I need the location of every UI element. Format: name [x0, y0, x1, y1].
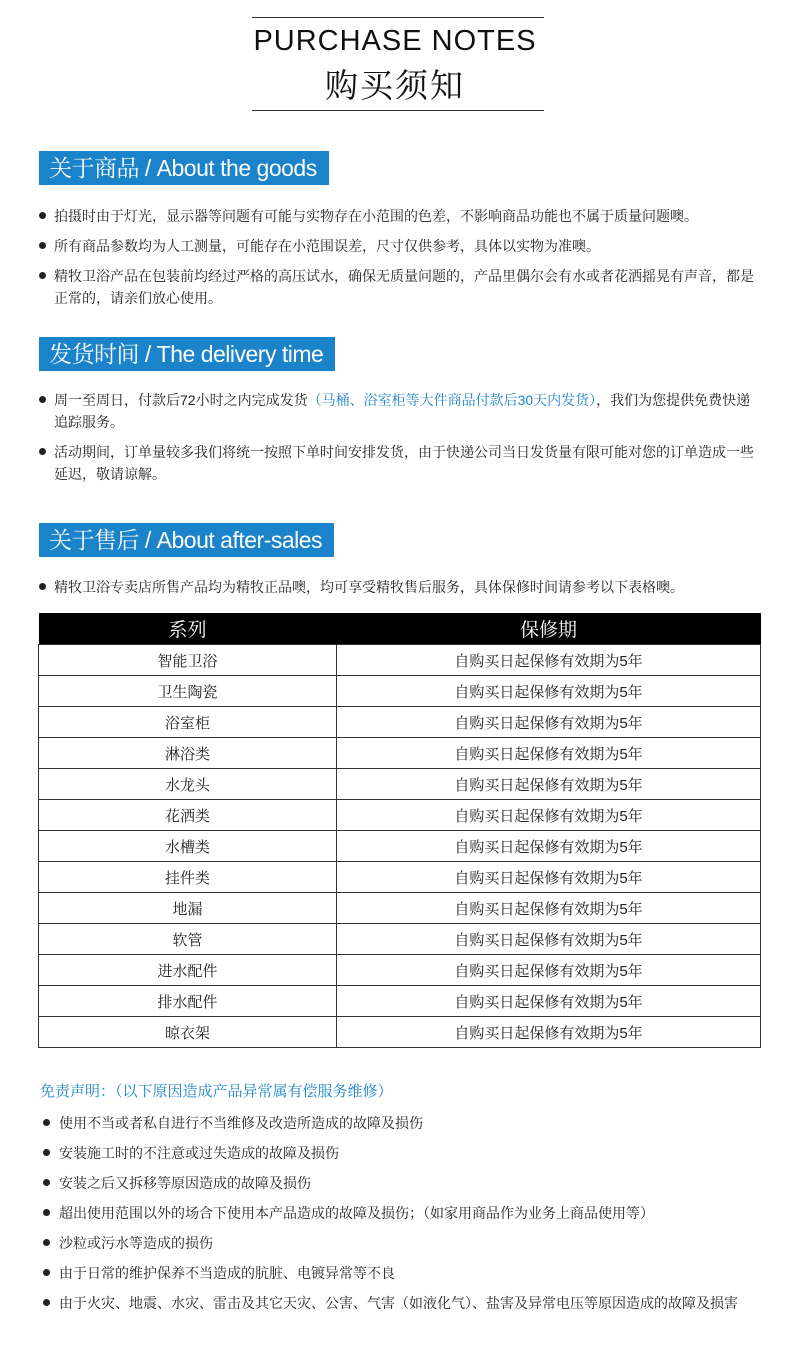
- cell-series: 花洒类: [39, 800, 337, 831]
- bullet-icon: [43, 1239, 50, 1246]
- list-item: 精牧卫浴产品在包装前均经过严格的高压试水，确保无质量问题的，产品里偶尔会有水或者花洒摇晃有声音，都是正常的，请亲们放心使用。: [38, 265, 760, 309]
- list-item: 超出使用范围以外的场合下使用本产品造成的故障及损伤；（如家用商品作为业务上商品使用等）: [42, 1202, 762, 1224]
- page-title-cn: 购买须知: [325, 67, 465, 104]
- goods-list: [38, 205, 760, 317]
- cell-warranty: 自购买日起保修有效期为5年: [337, 924, 761, 955]
- bullet-icon: [39, 448, 46, 455]
- list-item: 周一至周日，付款后72小时之内完成发货（马桶、浴室柜等大件商品付款后30天内发货），我们为您提供免费快递追踪服务。: [38, 389, 760, 433]
- list-item: 活动期间，订单量较多我们将统一按照下单时间安排发货，由于快递公司当日发货量有限可能对您的订单造成一些延迟，敬请谅解。: [38, 441, 760, 485]
- bullet-icon: [43, 1149, 50, 1156]
- cell-warranty: 自购买日起保修有效期为5年: [337, 955, 761, 986]
- bullet-icon: [43, 1119, 50, 1126]
- section-label-delivery: 发货时间 / The delivery time: [39, 337, 335, 371]
- list-item: 拍摄时由于灯光，显示器等问题有可能与实物存在小范围的色差，不影响商品功能也不属于质量问题噢。: [38, 205, 760, 227]
- table-row: [39, 769, 761, 800]
- cell-series: 浴室柜: [39, 707, 337, 738]
- cell-warranty: 自购买日起保修有效期为5年: [337, 831, 761, 862]
- cell-series: 智能卫浴: [39, 645, 337, 676]
- cell-warranty: 自购买日起保修有效期为5年: [337, 707, 761, 738]
- cell-series: 卫生陶瓷: [39, 676, 337, 707]
- cell-series: 淋浴类: [39, 738, 337, 769]
- delivery-highlight: （马桶、浴室柜等大件商品付款后30天内发货）: [307, 392, 597, 408]
- table-row: [39, 1017, 761, 1048]
- list-item: 由于日常的维护保养不当造成的肮脏、电镀异常等不良: [42, 1262, 762, 1284]
- cell-series: 进水配件: [39, 955, 337, 986]
- table-row: [39, 645, 761, 676]
- cell-series: 挂件类: [39, 862, 337, 893]
- disclaimer-list: [42, 1112, 762, 1322]
- table-row: [39, 986, 761, 1017]
- cell-warranty: 自购买日起保修有效期为5年: [337, 1017, 761, 1048]
- cell-series: 地漏: [39, 893, 337, 924]
- bullet-icon: [39, 242, 46, 249]
- cell-series: 水龙头: [39, 769, 337, 800]
- page-title-en: PURCHASE NOTES: [253, 25, 537, 57]
- table-row: [39, 707, 761, 738]
- column-header-warranty: 保修期: [337, 613, 761, 645]
- list-item: 安装之后又拆移等原因造成的故障及损伤: [42, 1172, 762, 1194]
- table-row: [39, 955, 761, 986]
- bullet-icon: [43, 1209, 50, 1216]
- list-item: 安装施工时的不注意或过失造成的故障及损伤: [42, 1142, 762, 1164]
- table-header-row: [39, 613, 761, 645]
- bullet-icon: [43, 1179, 50, 1186]
- bullet-icon: [39, 396, 46, 403]
- header-top-rule: [252, 17, 544, 18]
- list-item: 使用不当或者私自进行不当维修及改造所造成的故障及损伤: [42, 1112, 762, 1134]
- list-item: 沙粒或污水等造成的损伤: [42, 1232, 762, 1254]
- table-row: [39, 676, 761, 707]
- disclaimer-title: 免责声明：（以下原因造成产品异常属有偿服务维修）: [40, 1083, 393, 1100]
- cell-warranty: 自购买日起保修有效期为5年: [337, 645, 761, 676]
- section-label-aftersales: 关于售后 / About after-sales: [39, 523, 334, 557]
- table-row: [39, 924, 761, 955]
- cell-series: 晾衣架: [39, 1017, 337, 1048]
- cell-series: 排水配件: [39, 986, 337, 1017]
- cell-warranty: 自购买日起保修有效期为5年: [337, 676, 761, 707]
- section-label-goods: 关于商品 / About the goods: [39, 151, 329, 185]
- cell-series: 软管: [39, 924, 337, 955]
- cell-warranty: 自购买日起保修有效期为5年: [337, 862, 761, 893]
- table-row: [39, 862, 761, 893]
- bullet-icon: [39, 212, 46, 219]
- table-row: [39, 800, 761, 831]
- column-header-series: 系列: [39, 613, 337, 645]
- list-item: 所有商品参数均为人工测量，可能存在小范围误差，尺寸仅供参考，具体以实物为准噢。: [38, 235, 760, 257]
- cell-warranty: 自购买日起保修有效期为5年: [337, 769, 761, 800]
- bullet-icon: [39, 272, 46, 279]
- bullet-icon: [43, 1269, 50, 1276]
- warranty-table: [38, 613, 761, 1048]
- table-row: [39, 831, 761, 862]
- table-row: [39, 738, 761, 769]
- warranty-table-body: [39, 645, 761, 1048]
- cell-warranty: 自购买日起保修有效期为5年: [337, 893, 761, 924]
- cell-warranty: 自购买日起保修有效期为5年: [337, 738, 761, 769]
- bullet-icon: [39, 583, 46, 590]
- cell-warranty: 自购买日起保修有效期为5年: [337, 800, 761, 831]
- delivery-list: [38, 389, 760, 493]
- table-row: [39, 893, 761, 924]
- bullet-icon: [43, 1299, 50, 1306]
- cell-series: 水槽类: [39, 831, 337, 862]
- aftersales-list: [38, 576, 760, 606]
- list-item: 由于火灾、地震、水灾、雷击及其它天灾、公害、气害（如液化气）、盐害及异常电压等原因造成的故障及损害: [42, 1292, 762, 1314]
- cell-warranty: 自购买日起保修有效期为5年: [337, 986, 761, 1017]
- header-bottom-rule: [252, 110, 544, 111]
- list-item: 精牧卫浴专卖店所售产品均为精牧正品噢，均可享受精牧售后服务，具体保修时间请参考以下表格噢。: [38, 576, 760, 598]
